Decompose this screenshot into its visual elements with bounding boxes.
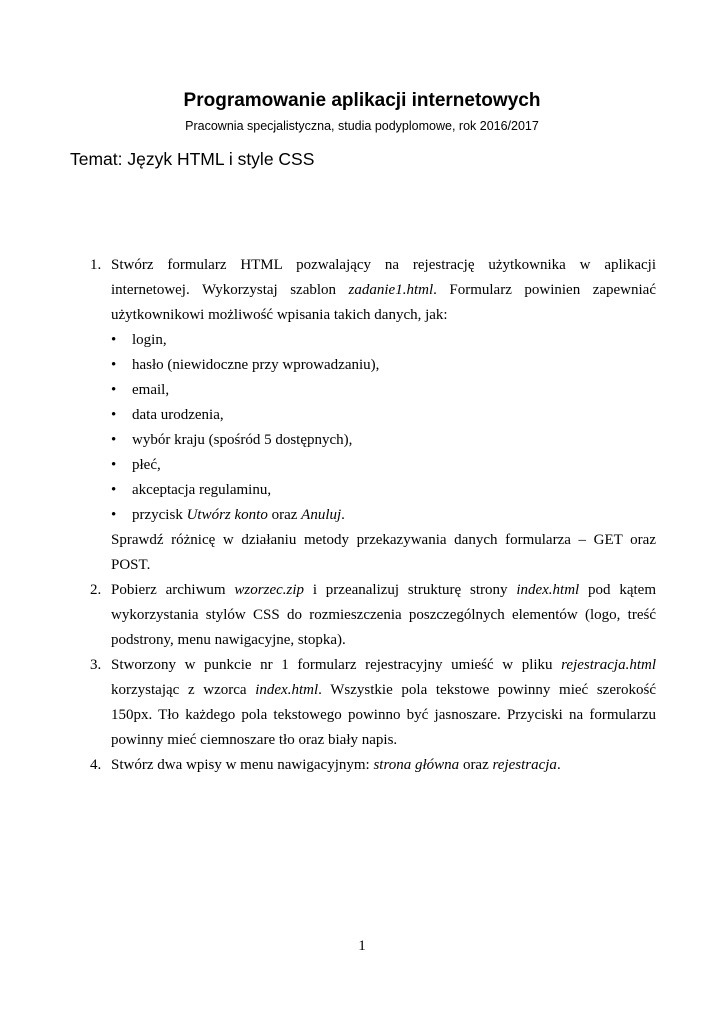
filename: index.html <box>255 682 319 698</box>
menu-entry: rejestracja <box>492 757 557 773</box>
list-item: • hasło (niewidoczne przy wprowadzaniu), <box>111 353 656 378</box>
task-number: 4. <box>90 757 102 773</box>
button-label: Utwórz konto <box>186 507 268 523</box>
task-text: Stwórz formularz HTML pozwalający na rejestrację użytkownika w aplikacji internetowej. Wykorzystaj szablon zadanie1.html. Formularz powinien zapewniać użytkownikowi możliwość wpisania takich danych, jak: <box>111 257 656 323</box>
page-number: 1 <box>358 938 366 954</box>
bullet-icon: • <box>111 332 117 348</box>
menu-entry: strona główna <box>373 757 460 773</box>
bullet-icon: • <box>111 432 117 448</box>
task-number: 3. <box>90 657 102 673</box>
list-item: • płeć, <box>111 453 656 478</box>
list-item: • przycisk Utwórz konto oraz Anuluj. <box>111 503 656 528</box>
bullet-icon: • <box>111 382 117 398</box>
list-item: • email, <box>111 378 656 403</box>
button-label: Anuluj <box>301 507 342 523</box>
task-item-1 <box>90 253 656 578</box>
task-text: Stwórz dwa wpisy w menu nawigacyjnym: strona główna oraz rejestracja. <box>111 757 561 773</box>
filename: zadanie1.html <box>348 282 434 298</box>
bullet-icon: • <box>111 507 117 523</box>
list-item: • login, <box>111 328 656 353</box>
document-title: Programowanie aplikacji internetowych <box>183 90 541 111</box>
task-item-4 <box>90 753 656 778</box>
bullet-icon: • <box>111 407 117 423</box>
bullet-icon: • <box>111 357 117 373</box>
task-item-3 <box>90 653 656 753</box>
list-item: • akceptacja regulaminu, <box>111 478 656 503</box>
task-note: Sprawdź różnicę w działaniu metody przekazywania danych formularza – GET oraz POST. <box>111 532 656 573</box>
task-list <box>90 253 656 778</box>
task-text: Stworzony w punkcie nr 1 formularz rejestracyjny umieść w pliku rejestracja.html korzystając z wzorca index.html. Wszystkie pola tekstowe powinny mieć szerokość 150px. Tło każdego pola tekstowego powinno być jasnoszare. Przyciski na formularzu powinny mieć ciemnoszare tło oraz biały napis. <box>111 657 656 748</box>
filename: rejestracja.html <box>561 657 656 673</box>
bullet-icon: • <box>111 482 117 498</box>
task-number: 2. <box>90 582 102 598</box>
filename: wzorzec.zip <box>234 582 305 598</box>
task-text: Pobierz archiwum wzorzec.zip i przeanalizuj strukturę strony index.html pod kątem wykorzystania stylów CSS do rozmieszczenia poszczególnych elementów (logo, treść podstrony, menu nawigacyjne, stopka). <box>111 582 656 648</box>
document-subtitle: Pracownia specjalistyczna, studia podyplomowe, rok 2016/2017 <box>185 119 539 133</box>
list-item: • data urodzenia, <box>111 403 656 428</box>
list-item: • wybór kraju (spośród 5 dostępnych), <box>111 428 656 453</box>
bullet-icon: • <box>111 457 117 473</box>
topic-heading: Temat: Język HTML i style CSS <box>70 149 315 169</box>
task-item-2 <box>90 578 656 653</box>
filename: index.html <box>516 582 580 598</box>
task-number: 1. <box>90 257 102 273</box>
bullet-list <box>111 328 656 528</box>
